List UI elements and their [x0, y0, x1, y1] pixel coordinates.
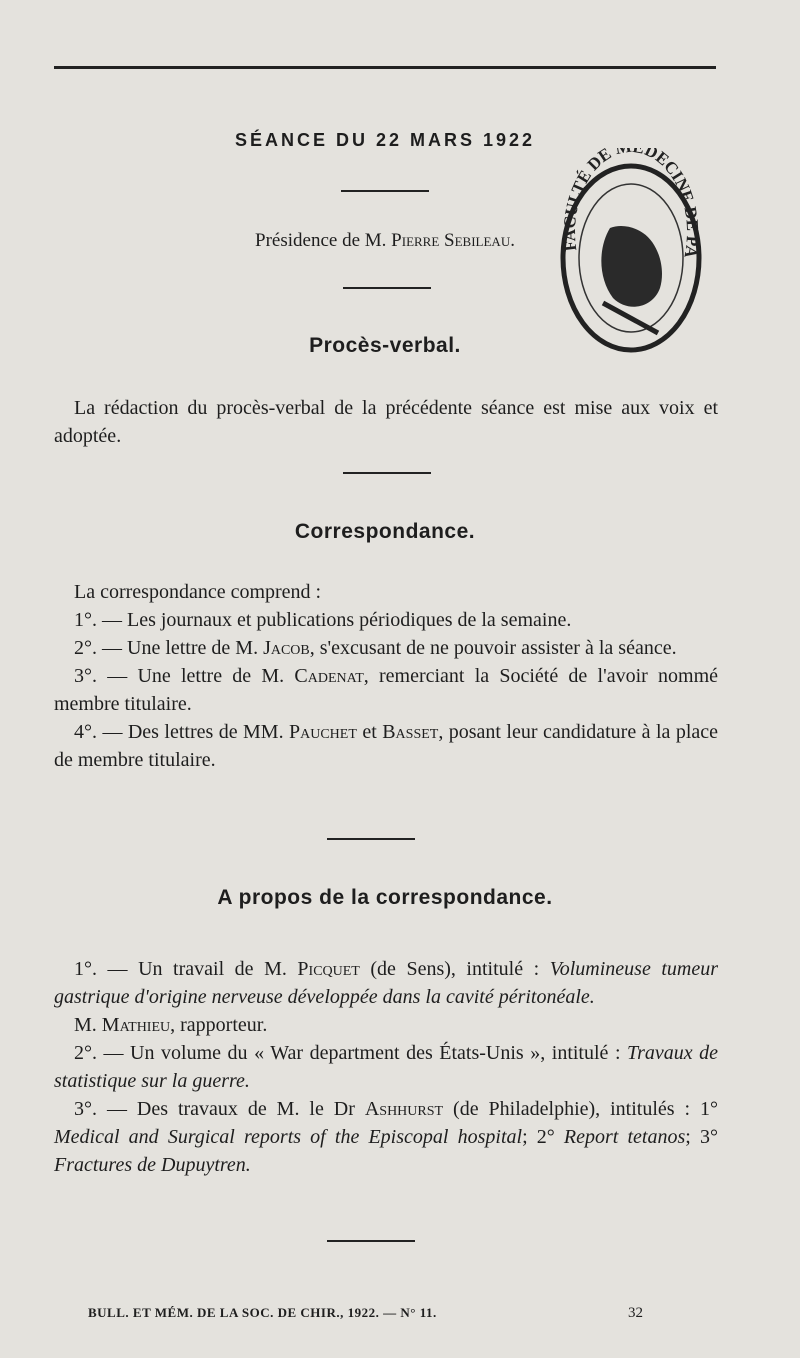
proces-verbal-heading: Procès-verbal. — [309, 334, 461, 357]
presidence-suffix: . — [510, 230, 515, 251]
seance-title: SÉANCE DU 22 MARS 1922 — [234, 130, 536, 150]
library-stamp-icon — [558, 148, 704, 363]
proces-verbal-paragraph: La rédaction du procès-verbal de la précédente séance est mise aux voix et adoptée. — [54, 397, 718, 447]
presidence-prefix: Présidence de M. — [255, 230, 392, 251]
divider — [341, 190, 429, 192]
divider — [343, 287, 431, 289]
a-propos-heading: A propos de la correspondance. — [217, 886, 553, 909]
divider — [343, 472, 431, 474]
divider — [327, 838, 415, 840]
divider — [327, 1240, 415, 1242]
list-item: 1°. — Les journaux et publications périodiques de la semaine. — [74, 609, 572, 631]
page-number: 32 — [628, 1305, 643, 1321]
svg-text:FACULTÉ DE MÉDECINE DE PARIS: FACULTÉ DE DECINE DE PA — [559, 148, 703, 260]
list-item: 3°. — Une lettre de M. Cadenat, remerciant la Société de l'avoir nommé membre titulaire. — [54, 665, 718, 715]
rapporteur-line: M. Mathieu, rapporteur. — [74, 1014, 268, 1036]
list-item: 4°. — Des lettres de MM. Pauchet et Basset, posant leur candidature à la place de membre titulaire. — [54, 721, 719, 771]
correspondance-list — [54, 578, 718, 774]
correspondance-intro: La correspondance comprend : — [74, 581, 322, 603]
list-item: 2°. — Un volume du « War department des États-Unis », intitulé : Travaux de statistique sur la guerre. — [54, 1042, 719, 1092]
list-item: 2°. — Une lettre de M. Jacob, s'excusant de ne pouvoir assister à la séance. — [74, 637, 677, 659]
president-name: Pierre Sebileau — [391, 230, 511, 251]
list-item: 3°. — Des travaux de M. le Dr Ashhurst (de Philadelphie), intitulés : 1° Medical and Surgical reports of the Episcopal hospital; 2° Report tetanos; 3° Fractures de Dupuytren. — [54, 1098, 718, 1176]
correspondance-heading: Correspondance. — [294, 520, 476, 543]
list-item: 1°. — Un travail de M. Picquet (de Sens), intitulé : Volumineuse tumeur gastrique d'origine nerveuse développée dans la cavité péritonéale. — [54, 958, 719, 1008]
top-rule — [54, 66, 716, 69]
footer-citation: BULL. ET MÉM. DE LA SOC. DE CHIR., 1922. — N° 11. — [88, 1305, 437, 1320]
a-propos-list — [54, 955, 718, 1179]
proces-verbal-text — [54, 394, 718, 450]
